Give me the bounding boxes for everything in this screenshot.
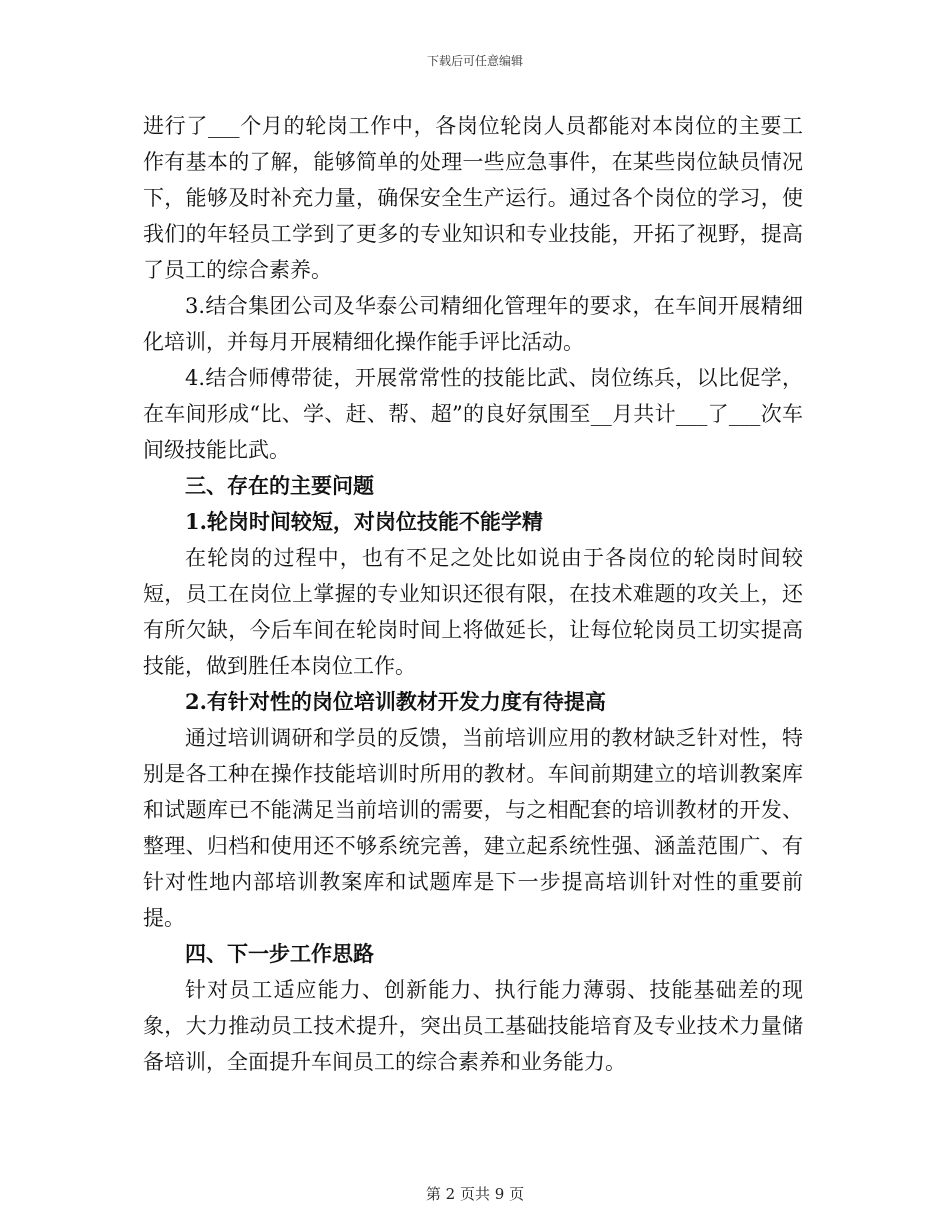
section-heading-problems: 三、存在的主要问题 xyxy=(185,473,374,498)
subheading-problem-1: 1.轮岗时间较短，对岗位技能不能学精 xyxy=(185,509,543,534)
paragraph-rotation-results: 进行了___个月的轮岗工作中，各岗位轮岗人员都能对本岗位的主要工作有基本的了解，能够简单的处理一些应急事件，在某些岗位缺员情况下，能够及时补充力量，确保安全生产运行。通过各个岗位的学习，使我们的年轻员工学到了更多的专业知识和专业技能，开拓了视野，提高了员工的综合素养。 xyxy=(143,114,803,282)
section-heading-next-steps: 四、下一步工作思路 xyxy=(185,941,374,966)
page-header-note: 下载后可任意编辑 xyxy=(426,54,523,68)
page-footer-number: 第 2 页共 9 页 xyxy=(425,1185,525,1203)
paragraph-item-4: 4.结合师傅带徒，开展常常性的技能比武、岗位练兵，以比促学，在车间形成“比、学、赶、帮、超”的良好氛围至__月共计___了___次车间级技能比武。 xyxy=(143,366,803,462)
paragraph-next-steps: 针对员工适应能力、创新能力、执行能力薄弱、技能基础差的现象，大力推动员工技术提升，突出员工基础技能培育及专业技术力量储备培训，全面提升车间员工的综合素养和业务能力。 xyxy=(143,978,803,1074)
paragraph-item-3: 3.结合集团公司及华泰公司精细化管理年的要求，在车间开展精细化培训，并每月开展精细化操作能手评比活动。 xyxy=(143,294,803,354)
paragraph-problem-1: 在轮岗的过程中，也有不足之处比如说由于各岗位的轮岗时间较短，员工在岗位上掌握的专业知识还很有限，在技术难题的攻关上，还有所欠缺，今后车间在轮岗时间上将做延长，让每位轮岗员工切实提高技能，做到胜任本岗位工作。 xyxy=(143,546,803,678)
paragraph-problem-2: 通过培训调研和学员的反馈，当前培训应用的教材缺乏针对性，特别是各工种在操作技能培训时所用的教材。车间前期建立的培训教案库和试题库已不能满足当前培训的需要，与之相配套的培训教材的开发、整理、归档和使用还不够系统完善，建立起系统性强、涵盖范围广、有针对性地内部培训教案库和试题库是下一步提高培训针对性的重要前提。 xyxy=(143,726,803,930)
subheading-problem-2: 2.有针对性的岗位培训教材开发力度有待提高 xyxy=(185,689,606,714)
document-body xyxy=(143,108,803,1080)
